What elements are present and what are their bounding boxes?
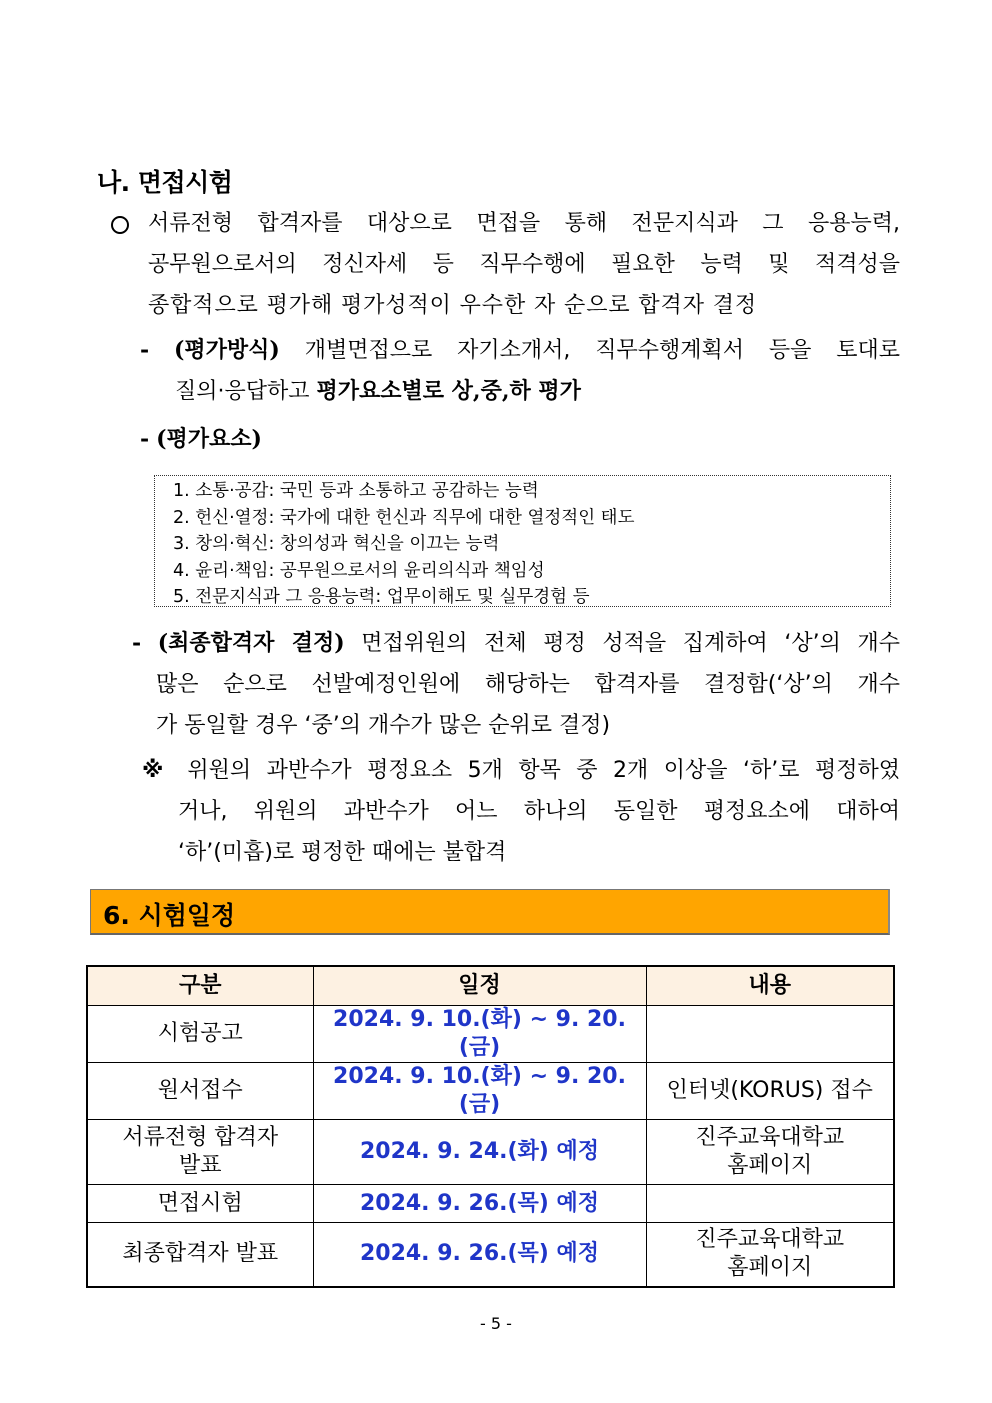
cell-content-line: 홈페이지 xyxy=(727,1255,813,1281)
criteria-box xyxy=(154,475,891,607)
cell-category-line: 발표 xyxy=(178,1153,222,1178)
cell-date: 2024. 9. 26.(목) 예정 xyxy=(313,1223,646,1287)
note-line: ‘하’(미흡)로 평정한 때에는 불합격 xyxy=(178,840,507,865)
final-decision-cont xyxy=(156,664,900,746)
method-line xyxy=(140,330,900,371)
intro-line: 서류전형 합격자를 대상으로 면접을 통해 전문지식과 그 응용능력, xyxy=(148,211,900,236)
final-line xyxy=(132,623,900,664)
table-row xyxy=(87,1223,894,1287)
final-label: (최종합격자 결정) xyxy=(157,630,345,656)
note-text: 위원의 과반수가 평정요소 5개 항목 중 2개 이상을 ‘하’로 평정하였 xyxy=(187,758,900,783)
method-text-2: 질의·응답하고 xyxy=(175,379,317,404)
note-line: 거나, 위원의 과반수가 어느 하나의 동일한 평정요소에 대하여 xyxy=(178,799,900,824)
section-title: 6. 시험일정 xyxy=(103,901,236,930)
final-line: 많은 순으로 선발예정인원에 해당하는 합격자를 결정함(‘상’의 개수 xyxy=(156,672,900,697)
note xyxy=(142,750,900,791)
method-text-bold: 평가요소별로 상,중,하 평가 xyxy=(316,378,581,404)
cell-date: 2024. 9. 10.(화) ~ 9. 20.(금) xyxy=(313,1063,646,1120)
note-line xyxy=(142,750,900,791)
criteria-item: 3. 창의·혁신: 창의성과 혁신을 이끄는 능력 xyxy=(173,534,500,554)
cell-content-line: 진주교육대학교 xyxy=(695,1227,845,1253)
table-row xyxy=(87,1120,894,1185)
intro-line: 종합적으로 평가해 평가성적이 우수한 자 순으로 합격자 결정 xyxy=(148,293,758,318)
cell-category: 면접시험 xyxy=(87,1185,313,1223)
schedule-table xyxy=(86,965,895,1288)
cell-date: 2024. 9. 24.(화) 예정 xyxy=(313,1120,646,1185)
final-line: 가 동일할 경우 ‘중’의 개수가 많은 순위로 결정) xyxy=(156,713,611,738)
dash: - xyxy=(140,426,150,452)
cell-category: 최종합격자 발표 xyxy=(87,1223,313,1287)
dash: - xyxy=(132,630,142,656)
cell-date: 2024. 9. 26.(목) 예정 xyxy=(313,1185,646,1223)
cell-content xyxy=(646,1223,894,1287)
method-label: (평가방식) xyxy=(174,337,280,363)
header-date: 일정 xyxy=(313,966,646,1006)
evaluation-method-cont xyxy=(175,371,581,412)
header-category: 구분 xyxy=(87,966,313,1006)
method-text: 개별면접으로 자기소개서, 직무수행계획서 등을 토대로 xyxy=(304,338,900,363)
table-header-row xyxy=(87,966,894,1006)
cell-content-line: 진주교육대학교 xyxy=(695,1125,845,1150)
cell-category: 시험공고 xyxy=(87,1006,313,1063)
cell-content: 인터넷(KORUS) 접수 xyxy=(646,1063,894,1120)
criteria-item: 1. 소통·공감: 국민 등과 소통하고 공감하는 능력 xyxy=(173,481,539,501)
intro-paragraph xyxy=(148,203,900,326)
table-row xyxy=(87,1006,894,1063)
intro-line: 공무원으로서의 정신자세 등 직무수행에 필요한 능력 및 적격성을 xyxy=(148,252,900,277)
criteria-item: 5. 전문지식과 그 응용능력: 업무이해도 및 실무경험 등 xyxy=(173,587,590,607)
note-cont xyxy=(178,791,900,873)
cell-content-line: 홈페이지 xyxy=(727,1153,813,1178)
header-content: 내용 xyxy=(646,966,894,1006)
final-decision xyxy=(132,623,900,664)
page-number: - 5 - xyxy=(480,1314,512,1333)
cell-content xyxy=(646,1185,894,1223)
dash: - xyxy=(140,337,150,363)
criteria-item: 2. 헌신·열정: 국가에 대한 헌신과 직무에 대한 열정적인 태도 xyxy=(173,507,635,528)
cell-content xyxy=(646,1006,894,1063)
note-mark-icon: ※ xyxy=(142,758,172,783)
section-bar-schedule xyxy=(90,889,890,935)
table-row xyxy=(87,1063,894,1120)
table-row xyxy=(87,1185,894,1223)
cell-date: 2024. 9. 10.(화) ~ 9. 20.(금) xyxy=(313,1006,646,1063)
section-heading-interview: 나. 면접시험 xyxy=(97,168,233,197)
final-text: 면접위원의 전체 평정 성적을 집계하여 ‘상’의 개수 xyxy=(361,631,900,656)
cell-category-line: 서류전형 합격자 xyxy=(122,1125,279,1150)
evaluation-method xyxy=(140,330,900,371)
criteria-item: 4. 윤리·책임: 공무원으로서의 윤리의식과 책임성 xyxy=(173,560,545,581)
cell-category: 원서접수 xyxy=(87,1063,313,1120)
elements-label: (평가요소) xyxy=(156,426,262,452)
evaluation-elements-label xyxy=(140,419,262,460)
circle-bullet-icon xyxy=(111,216,129,234)
cell-content xyxy=(646,1120,894,1185)
cell-category xyxy=(87,1120,313,1185)
